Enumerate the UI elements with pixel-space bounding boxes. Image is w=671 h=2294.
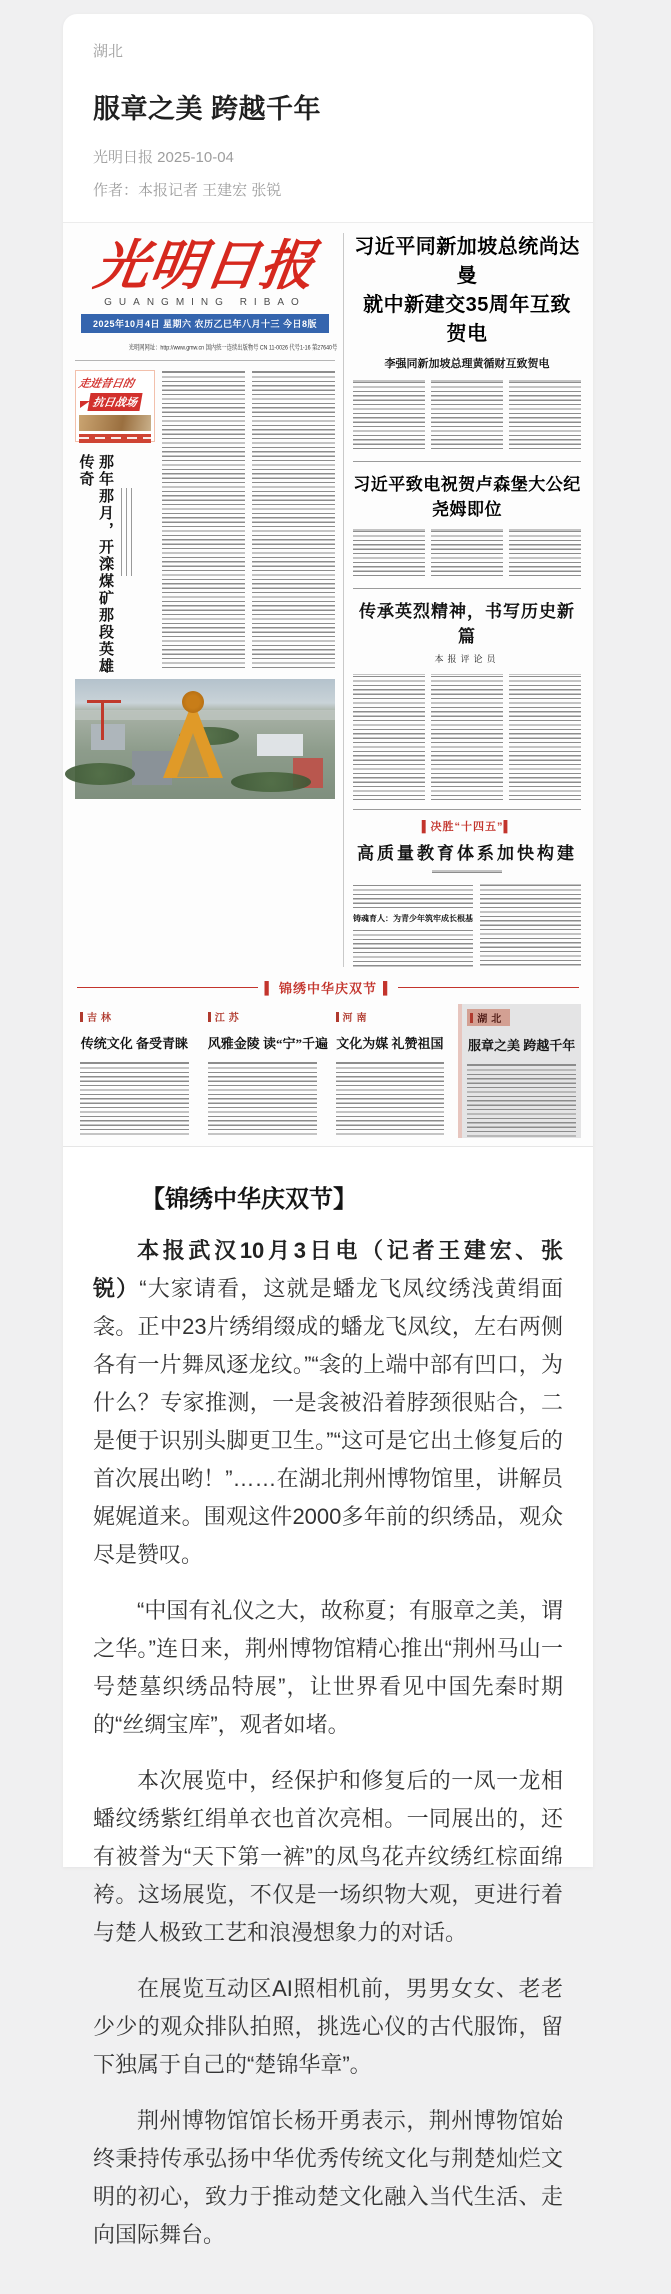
strip-column-jiangsu xyxy=(203,1004,329,1138)
strip-headline: 服章之美 跨越千年 xyxy=(467,1038,576,1053)
newspaper-front-page-image[interactable] xyxy=(63,222,593,1147)
coal-mine-story-body xyxy=(162,370,335,670)
body-text-texture xyxy=(431,380,503,452)
body-text-texture xyxy=(162,370,245,670)
divider-line xyxy=(77,987,258,988)
story-education-body xyxy=(353,883,581,967)
publication-info-wrap xyxy=(75,337,338,355)
strip-column-henan xyxy=(331,1004,450,1138)
body-text-texture xyxy=(509,380,581,452)
newspaper-top-section xyxy=(75,233,581,967)
strip-column-jilin xyxy=(75,1004,194,1138)
breadcrumb: 湖北 xyxy=(93,43,124,60)
red-bar-icon xyxy=(208,1012,211,1022)
story-singapore-headline xyxy=(353,233,581,349)
region-tag xyxy=(467,1009,510,1026)
publication-info: 光明网网址：http://www.gmw.cn 国内统一连续出版物号 CN 11-0026 代号1-16 第27640号 xyxy=(128,343,338,352)
paragraph xyxy=(93,2102,563,2254)
paragraph-text: 本次展览中，经保护和修复后的一凤一龙相蟠纹绣紫红绢单衣也首次亮相。一同展出的，还有被誉为“天下第一裤”的凤鸟花卉纹绣红棕面绵袴。这场展览，不仅是一场织物大观，更进行着与楚人极致工艺和浪漫想象力的对话。 xyxy=(93,1768,563,1945)
story-heroes-headline: 传承英烈精神，书写历史新篇 xyxy=(359,602,575,646)
red-bar-icon: ▌ xyxy=(383,980,392,995)
body-text-texture xyxy=(509,529,581,579)
region-tag xyxy=(336,1009,371,1024)
paragraph-text: 在展览互动区AI照相机前，男男女女、老老少少的观众排队拍照，挑选心仪的古代服饰，留下独属于自己的“楚锦华章”。 xyxy=(93,1976,563,2077)
article-header xyxy=(63,14,593,200)
body-text-texture xyxy=(353,674,425,800)
paragraph xyxy=(93,1762,563,1952)
promo-line2: 抗日战场 xyxy=(87,393,142,411)
region-tag-text: 湖北 xyxy=(477,1014,506,1025)
promo-line1: 走进昔日的 xyxy=(77,377,135,390)
strip-headline: 风雅金陵 读“宁”千遍 xyxy=(207,1036,329,1051)
red-bar-icon: ▌ xyxy=(421,821,431,833)
festival-strip-divider xyxy=(77,978,579,997)
red-bar-icon xyxy=(470,1013,473,1023)
promo-thumbnail xyxy=(79,415,151,431)
paragraph-text: “中国有礼仪之大，故称夏；有服章之美，谓之华。”连日来，荆州博物馆精心推出“荆州马山一号楚墓织绣品特展”，让世界看见中国先秦时期的“丝绸宝库”，观者如堵。 xyxy=(93,1598,563,1737)
story-singapore-body xyxy=(353,380,581,452)
body-text-texture xyxy=(480,883,581,967)
coal-mine-story-byline-texture xyxy=(121,488,134,576)
paragraph xyxy=(93,1970,563,2084)
promo-footer-strip xyxy=(79,434,151,443)
red-bar-icon: ▌ xyxy=(503,821,513,833)
region-tag-text: 江苏 xyxy=(214,1013,243,1024)
paragraph xyxy=(93,1592,563,1744)
story-education-headline: 高质量教育体系加快构建 xyxy=(357,844,577,863)
story-luxembourg-body xyxy=(353,529,581,579)
strip-headline: 文化为媒 礼赞祖国 xyxy=(336,1036,444,1051)
coal-mine-photo xyxy=(75,679,335,799)
arrow-icon xyxy=(80,401,90,408)
body-text-texture xyxy=(353,529,425,579)
article-card xyxy=(63,14,593,2247)
body-text-texture xyxy=(509,674,581,800)
photo-building xyxy=(91,724,125,750)
vertical-headline-row xyxy=(75,454,155,679)
story-education xyxy=(353,809,581,967)
story-education-byline-texture xyxy=(432,870,502,876)
body-text-texture xyxy=(80,1061,189,1137)
promo-box xyxy=(75,370,155,442)
story-education-tag-text: 决胜“十四五” xyxy=(430,821,504,833)
page-title: 服章之美 跨越千年 xyxy=(93,94,322,124)
divider-line xyxy=(398,987,579,988)
date-bar: 2025年10月4日 星期六 农历乙巳年八月十三 今日8版 xyxy=(81,314,329,333)
story-singapore-subheadline: 李强同新加坡总理黄循财互致贺电 xyxy=(384,358,550,370)
paragraph-text: “大家请看，这就是蟠龙飞凤纹绣浅黄绢面衾。正中23片绣绢缀成的蟠龙飞凤纹，左右两侧各有一片舞凤逐龙纹。”“衾的上端中部有凹口，为什么？专家推测，一是衾被沿着脖颈很贴合，二是便于识别头脚更卫生。”“这可是它出土修复后的首次展出哟！”……在湖北荆州博物馆里，讲解员娓娓道来。围观这件2000多年前的织绣品，观众尽是赞叹。 xyxy=(93,1276,563,1567)
body-text-texture xyxy=(353,928,473,967)
story-heroes-body xyxy=(353,674,581,800)
newspaper-right-column xyxy=(343,233,581,967)
header-divider xyxy=(75,360,335,361)
red-bar-icon: ▌ xyxy=(264,980,273,995)
coal-mine-story-left xyxy=(75,370,155,675)
newspaper-left-column xyxy=(75,233,343,967)
body-text-texture xyxy=(353,380,425,452)
region-tag-text: 吉林 xyxy=(87,1013,115,1024)
story-education-tag xyxy=(353,818,581,834)
paragraph xyxy=(93,1232,563,1574)
festival-strip-title: 锦绣中华庆双节 xyxy=(279,981,378,996)
story-singapore-headline-line1: 习近平同新加坡总统尚达曼 xyxy=(354,236,580,287)
strip-column-hubei-highlighted xyxy=(458,1004,581,1138)
article-body xyxy=(63,1179,593,2294)
mine-headframe-inner xyxy=(177,733,209,777)
masthead-logo: 光明日报 xyxy=(90,233,320,297)
strip-headline: 传统文化 备受青睐 xyxy=(80,1036,188,1051)
story-singapore xyxy=(353,233,581,452)
story-luxembourg-headline: 习近平致电祝贺卢森堡大公纪尧姆即位 xyxy=(353,475,581,519)
photo-building xyxy=(257,734,303,756)
body-text-texture xyxy=(431,674,503,800)
story-luxembourg xyxy=(353,461,581,579)
coal-mine-story xyxy=(75,370,335,675)
region-tag-text: 河南 xyxy=(342,1013,371,1024)
region-tag xyxy=(80,1009,115,1024)
coal-mine-story-headline: 那年那月，开滦煤矿那段英雄传奇 xyxy=(77,453,113,675)
story-heroes xyxy=(353,588,581,800)
crane-icon xyxy=(101,700,104,740)
story-heroes-byline: 本报评论员 xyxy=(434,654,500,664)
story-singapore-headline-line2: 就中新建交35周年互致贺电 xyxy=(363,294,571,345)
body-text-texture xyxy=(252,370,335,670)
red-bar-icon xyxy=(80,1012,83,1022)
body-text-texture xyxy=(431,529,503,579)
body-text-texture xyxy=(353,883,473,909)
story-education-inset-subhead: 铸魂育人：为青少年筑牢成长根基 xyxy=(353,914,473,923)
paragraph-text: 荆州博物馆馆长杨开勇表示，荆州博物馆始终秉持传承弘扬中华优秀传统文化与荆楚灿烂文明的初心，致力于推动楚文化融入当代生活、走向国际舞台。 xyxy=(93,2108,563,2247)
red-bar-icon xyxy=(336,1012,339,1022)
region-tag xyxy=(208,1009,243,1024)
source-date: 光明日报 2025-10-04 xyxy=(93,149,234,166)
body-text-texture xyxy=(467,1063,576,1139)
mine-headframe-pulley xyxy=(182,691,204,713)
masthead-latin: GUANGMING RIBAO xyxy=(104,296,306,308)
section-header: 【锦绣中华庆双节】 xyxy=(141,1186,357,1213)
festival-strip-columns xyxy=(75,1004,581,1138)
newspaper-header xyxy=(75,233,338,361)
author-line: 作者：本报记者 王建宏 张锐 xyxy=(93,182,282,199)
paragraph-lead: 本报武汉10月3日电（记者王建宏、张锐） xyxy=(93,1238,563,1301)
story-education-body-col1 xyxy=(353,883,473,967)
photo-trees xyxy=(231,772,311,792)
body-text-texture xyxy=(336,1061,445,1137)
body-text-texture xyxy=(208,1061,317,1137)
photo-trees xyxy=(65,763,135,785)
